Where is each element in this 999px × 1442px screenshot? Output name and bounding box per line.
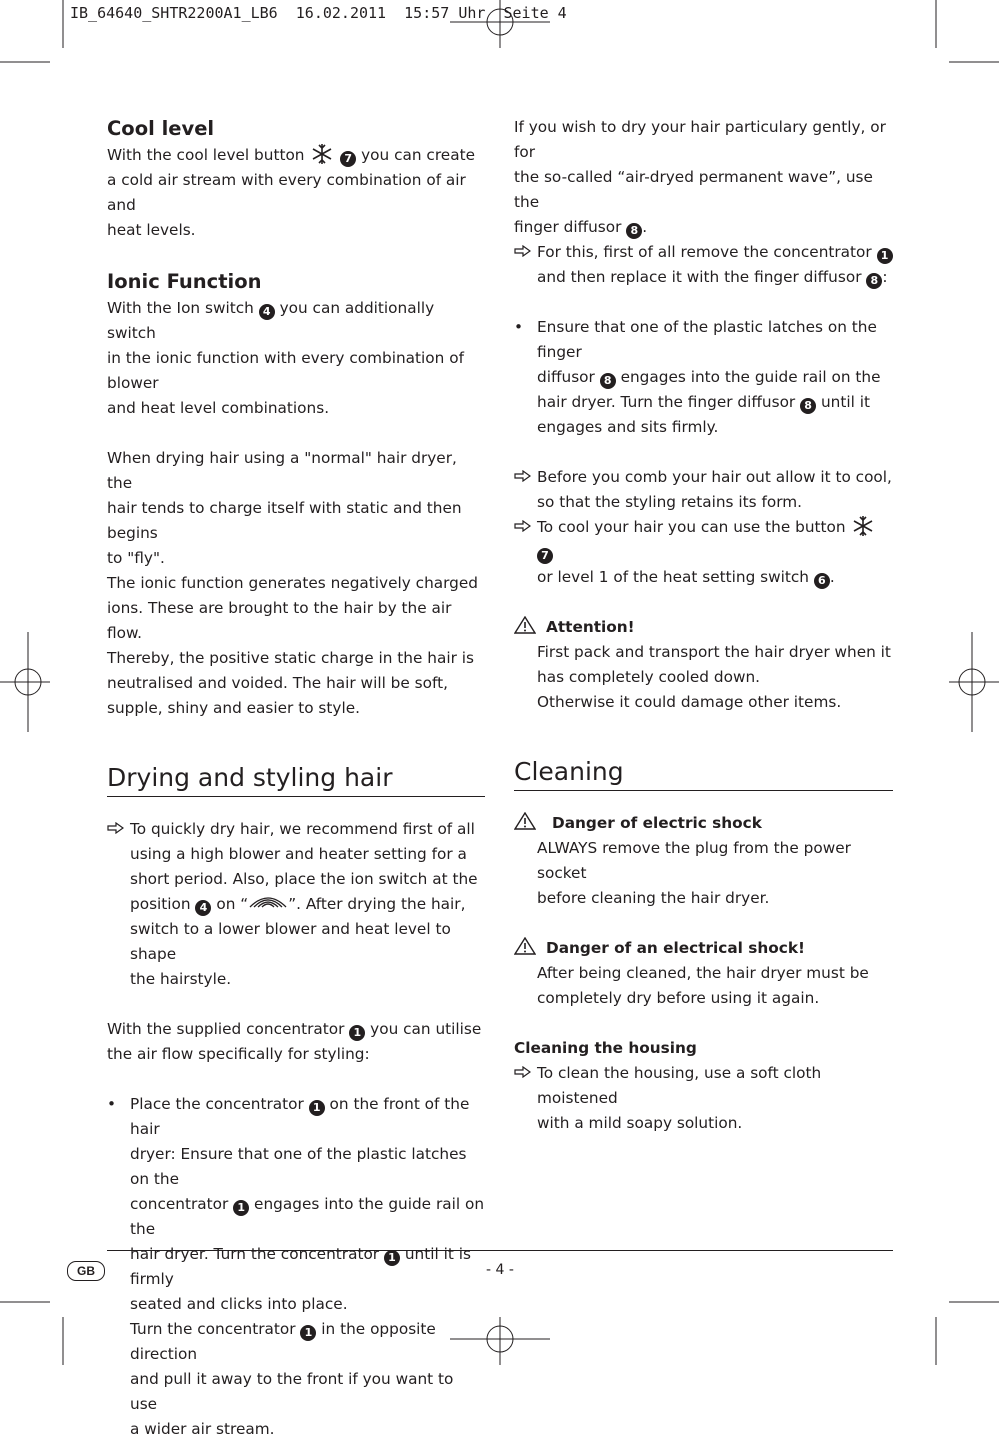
- ionic-function-heading: Ionic Function: [107, 270, 262, 293]
- arrow-right-icon: [107, 822, 124, 834]
- language-badge: GB: [67, 1261, 105, 1281]
- cool-level-text: With the cool level button 7 you can create a cold air stream with every combination of air and heat levels.: [107, 143, 485, 243]
- attention-text: First pack and transport the hair dryer when it has completely cooled down. Otherwise it could damage other items.: [537, 643, 891, 711]
- ref-number: 4: [259, 304, 275, 320]
- left-column: [107, 115, 485, 1442]
- ref-number: 8: [800, 398, 816, 414]
- finger-diffusor-text: If you wish to dry your hair particulary gently, or for the so-called “air-dryed permanent wave”, use the finger diffusor 8 .: [514, 118, 886, 237]
- drying-styling-heading: Drying and styling hair: [107, 761, 485, 797]
- ref-number: 1: [233, 1200, 249, 1216]
- page-number: - 4 -: [486, 1262, 514, 1278]
- bullet: •: [107, 1095, 117, 1113]
- ref-number: 1: [384, 1250, 400, 1266]
- right-column: [514, 115, 893, 1136]
- cool-level-heading: Cool level: [107, 117, 215, 140]
- print-slug: IB_64640_SHTR2200A1_LB6 16.02.2011 15:57 Uhr Seite 4: [70, 4, 567, 22]
- snowflake-icon: [309, 143, 335, 165]
- danger-electric-shock-heading: Danger of electric shock: [514, 811, 893, 836]
- concentrator-text: With the supplied concentrator 1 you can utilise the air flow specifically for styling:: [107, 1020, 482, 1063]
- list-item: To quickly dry hair, we recommend first of all using a high blower and heater setting for a short period. Also, place the ion switch at the position 4 on “ ”. After drying the hair, switch to a lower blower and heat level to shape the hairstyle.: [107, 817, 485, 992]
- arrow-right-icon: [514, 1066, 531, 1078]
- ref-number: 1: [300, 1325, 316, 1341]
- ref-number: 7: [537, 548, 553, 564]
- danger-electrical-shock-text: After being cleaned, the hair dryer must be completely dry before using it again.: [537, 964, 869, 1007]
- danger-electrical-shock-heading: Danger of an electrical shock!: [514, 936, 893, 961]
- list-item: To cool your hair you can use the button 7 or level 1 of the heat setting switch 6 .: [514, 515, 893, 590]
- bullet: •: [514, 318, 524, 336]
- warning-icon: [514, 937, 536, 955]
- ref-number: 8: [866, 273, 882, 289]
- list-item: • Ensure that one of the plastic latches on the finger diffusor 8 engages into the guide rail on the hair dryer. Turn the finger diffusor 8 until it engages and sits firmly.: [514, 315, 893, 440]
- cleaning-heading: Cleaning: [514, 755, 893, 791]
- warning-icon: [514, 812, 536, 830]
- arrow-right-icon: [514, 470, 531, 482]
- ion-wave-icon: [248, 893, 288, 909]
- list-item: For this, first of all remove the concentrator 1 and then replace it with the finger diffusor 8 :: [514, 240, 893, 290]
- list-item: • Place the concentrator 1 on the front of the hair dryer: Ensure that one of the plastic latches on the concentrator 1 engages into the guide rail on the hair dryer. Turn the concentrator 1 until it is firmly seated and clicks into place. Turn the concentrator 1 in the opposite direction and pull it away to the front if you want to use a wider air stream.: [107, 1092, 485, 1442]
- ref-number: 4: [195, 900, 211, 916]
- footer-rule: [107, 1250, 893, 1251]
- ionic-explanation-text: The ionic function generates negatively charged ions. These are brought to the hair by the air flow. Thereby, the positive static charge in the hair is neutralised and voided. The hair will be soft, supple, shiny and easier to style.: [107, 574, 479, 717]
- warning-icon: [514, 616, 536, 634]
- list-item: Before you comb your hair out allow it to cool, so that the styling retains its form.: [514, 465, 893, 515]
- attention-heading: Attention!: [514, 615, 893, 640]
- ref-number: 1: [349, 1025, 365, 1041]
- ref-number: 1: [877, 248, 893, 264]
- list-item: To clean the housing, use a soft cloth moistened with a mild soapy solution.: [514, 1061, 893, 1136]
- ref-number: 8: [626, 223, 642, 239]
- arrow-right-icon: [514, 245, 531, 257]
- static-charge-text: When drying hair using a "normal" hair dryer, the hair tends to charge itself with static and then begins to "fly".: [107, 449, 462, 567]
- ref-number: 6: [814, 573, 830, 589]
- ref-number: 8: [600, 373, 616, 389]
- ref-number: 1: [309, 1100, 325, 1116]
- danger-electric-shock-text: ALWAYS remove the plug from the power socket before cleaning the hair dryer.: [537, 839, 851, 907]
- snowflake-icon: [850, 515, 876, 537]
- ionic-text: With the Ion switch 4 you can additionally switch in the ionic function with every combination of blower and heat level combinations.: [107, 299, 464, 417]
- arrow-right-icon: [514, 520, 531, 532]
- cleaning-housing-heading: Cleaning the housing: [514, 1039, 697, 1057]
- ref-number: 7: [340, 151, 356, 167]
